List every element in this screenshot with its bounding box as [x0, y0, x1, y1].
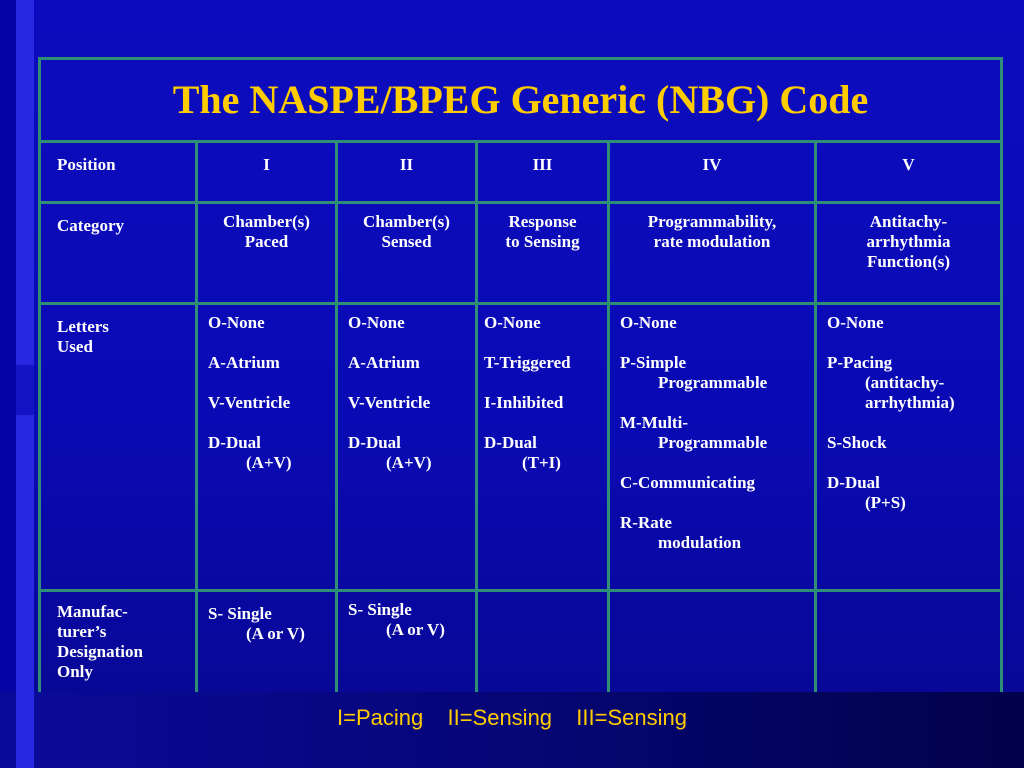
header-col-2: II — [337, 142, 477, 203]
letters-row — [40, 304, 1002, 591]
header-position: Position — [40, 142, 197, 203]
left-decorative-bar — [0, 0, 34, 768]
code-item — [484, 353, 607, 373]
category-text: Chamber(s) — [223, 212, 310, 231]
code-item — [208, 353, 335, 373]
category-text: Response — [508, 212, 577, 231]
code-text: S- Single — [208, 604, 272, 623]
code-item — [827, 353, 1000, 413]
manufacturer-label-line: Only — [57, 662, 93, 681]
code-text: O-None — [827, 313, 884, 332]
category-text: to Sensing — [505, 232, 580, 251]
footer-caption: I=Pacing II=Sensing III=Sensing — [337, 705, 687, 730]
code-text: O-None — [620, 313, 677, 332]
code-item — [484, 433, 607, 473]
code-item — [620, 413, 814, 453]
letters-col-5 — [816, 304, 1002, 591]
category-text: Antitachy- — [869, 212, 948, 231]
category-col-4 — [609, 203, 816, 304]
code-text: O-None — [208, 313, 265, 332]
code-subtext: (A+V) — [386, 453, 432, 472]
left-stripe-notch — [16, 365, 34, 415]
nbg-code-table — [38, 57, 1003, 721]
header-col-1: I — [197, 142, 337, 203]
code-subtext: (A+V) — [246, 453, 292, 472]
code-text: D-Dual — [827, 473, 880, 492]
code-item — [208, 393, 335, 413]
code-subtext: (T+I) — [522, 453, 561, 472]
code-subtext: (antitachy- — [865, 373, 945, 392]
category-col-1 — [197, 203, 337, 304]
code-item — [208, 313, 335, 333]
code-text: V-Ventricle — [348, 393, 431, 412]
code-text: D-Dual — [208, 433, 261, 452]
header-col-4: IV — [609, 142, 816, 203]
manufacturer-label-line: Designation — [57, 642, 143, 661]
code-subtext: Programmable — [658, 373, 768, 392]
code-text: T-Triggered — [484, 353, 571, 372]
category-text: Programmability, — [647, 212, 777, 231]
slide-title: The NASPE/BPEG Generic (NBG) Code — [40, 59, 1002, 142]
code-text: P-Pacing — [827, 353, 893, 372]
category-text: rate modulation — [653, 232, 771, 251]
code-item — [620, 473, 814, 493]
code-text: P-Simple — [620, 353, 687, 372]
code-item — [484, 393, 607, 413]
category-text: arrhythmia — [866, 232, 951, 251]
category-label: Category — [40, 203, 197, 304]
code-item — [348, 433, 475, 473]
category-text: Sensed — [381, 232, 432, 251]
category-row — [40, 203, 1002, 304]
code-item — [208, 433, 335, 473]
code-text: S- Single — [348, 600, 412, 619]
code-item — [348, 393, 475, 413]
header-col-5: V — [816, 142, 1002, 203]
code-text: S-Shock — [827, 433, 887, 452]
code-text: O-None — [348, 313, 405, 332]
code-item — [620, 513, 814, 553]
letters-label-line: Letters — [57, 317, 109, 336]
category-col-3 — [477, 203, 609, 304]
title-row — [40, 59, 1002, 142]
code-text: V-Ventricle — [208, 393, 291, 412]
letters-label-line: Used — [57, 337, 93, 356]
code-text: A-Atrium — [348, 353, 420, 372]
code-item — [620, 313, 814, 333]
code-item — [827, 433, 1000, 453]
code-text: A-Atrium — [208, 353, 280, 372]
code-subtext: (P+S) — [865, 493, 906, 512]
header-col-3: III — [477, 142, 609, 203]
code-item — [827, 473, 1000, 513]
header-row — [40, 142, 1002, 203]
category-text: Function(s) — [866, 252, 951, 271]
code-subtext: (A or V) — [246, 624, 305, 643]
category-col-5 — [816, 203, 1002, 304]
code-subtext: modulation — [658, 533, 742, 552]
code-subtext: (A or V) — [386, 620, 445, 639]
code-text: I-Inhibited — [484, 393, 564, 412]
code-item — [348, 313, 475, 333]
manufacturer-label-line: Manufac- — [57, 602, 128, 621]
code-item — [620, 353, 814, 393]
letters-label — [40, 304, 197, 591]
code-item — [827, 313, 1000, 333]
category-col-2 — [337, 203, 477, 304]
code-item — [484, 313, 607, 333]
code-text: C-Communicating — [620, 473, 756, 492]
code-text: M-Multi- — [620, 413, 688, 432]
code-subtext: Programmable — [658, 433, 768, 452]
code-text: R-Rate — [620, 513, 672, 532]
code-subtext: arrhythmia) — [865, 393, 955, 412]
code-text: D-Dual — [348, 433, 401, 452]
code-text: D-Dual — [484, 433, 537, 452]
letters-col-1 — [197, 304, 337, 591]
letters-col-4 — [609, 304, 816, 591]
code-item — [348, 353, 475, 373]
manufacturer-label-line: turer’s — [57, 622, 107, 641]
code-text: O-None — [484, 313, 541, 332]
category-text: Paced — [244, 232, 289, 251]
letters-col-2 — [337, 304, 477, 591]
category-text: Chamber(s) — [363, 212, 450, 231]
letters-col-3 — [477, 304, 609, 591]
